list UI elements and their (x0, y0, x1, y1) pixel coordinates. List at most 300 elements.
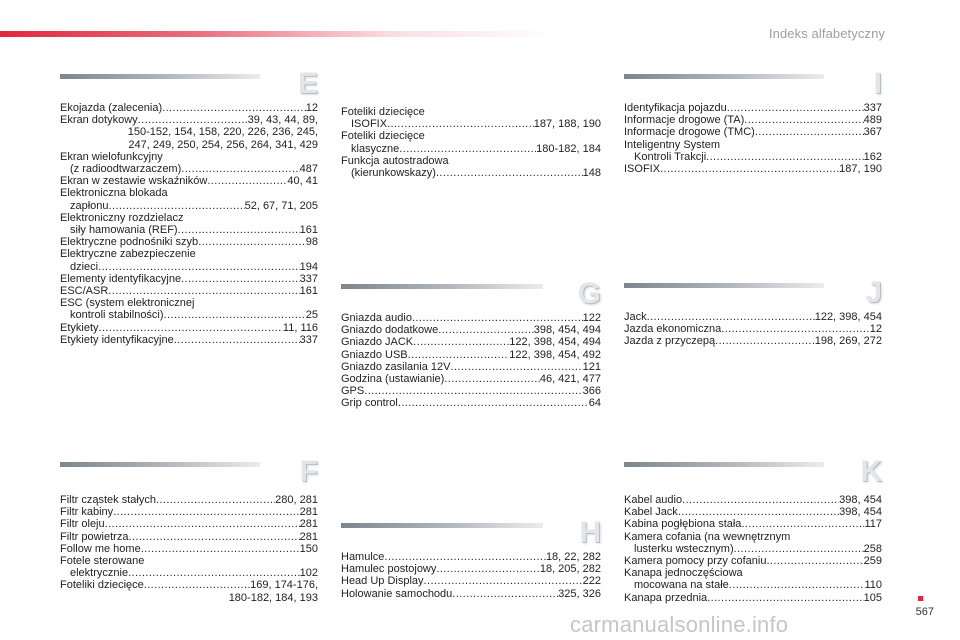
index-term: Informacje drogowe (TMC) (624, 126, 755, 139)
index-entry-line (624, 506, 882, 518)
index-term: Kanapa jednoczęściowa (624, 567, 743, 580)
index-entry-line (341, 385, 601, 397)
index-page-refs: 105 (863, 591, 882, 604)
index-entry-line (624, 531, 882, 543)
index-page-refs: 258 (863, 542, 882, 555)
dot-leader (438, 324, 533, 336)
dot-leader (138, 114, 248, 126)
dot-leader (364, 385, 582, 397)
index-entry-line (60, 506, 318, 518)
index-term: ISOFIX (351, 118, 388, 131)
section-bar (624, 74, 824, 79)
dot-leader (450, 361, 582, 373)
index-entry-line (60, 285, 318, 297)
index-term: Kabel audio (624, 494, 683, 506)
index-entry (341, 118, 601, 130)
index-page-refs-continued: 150-152, 154, 158, 220, 226, 236, 245, (127, 126, 318, 139)
section-header (624, 67, 882, 100)
index-entry-line (634, 151, 882, 163)
index-entry-line (341, 551, 601, 563)
index-entry (60, 224, 318, 236)
index-term: Gniazdo JACK (341, 336, 414, 349)
index-page-refs: 18, 22, 282 (545, 551, 601, 563)
section-header (624, 455, 882, 492)
section-letter: G (577, 277, 601, 310)
section-header (60, 455, 318, 492)
index-entry-line (351, 118, 601, 130)
index-entry-line (341, 312, 601, 324)
dot-leader (109, 200, 245, 212)
index-entry-line (351, 143, 601, 155)
dot-leader (399, 143, 536, 155)
index-term: Ekojazda (zalecenia) (60, 102, 163, 114)
index-entry-line (60, 151, 318, 163)
section-f-continued (341, 104, 601, 179)
dot-leader (99, 322, 283, 334)
index-entry (60, 297, 318, 309)
index-entry (341, 167, 601, 179)
index-entry (60, 187, 318, 199)
index-entry (60, 579, 318, 603)
dot-leader (682, 494, 839, 506)
index-entry (624, 494, 882, 506)
index-entry (341, 155, 601, 167)
section-letter: E (297, 67, 318, 100)
section-k (624, 455, 882, 604)
index-page-refs: 122, 398, 454 (814, 311, 882, 323)
dot-leader (141, 543, 300, 555)
index-page-refs: 281 (299, 506, 318, 519)
index-entry (624, 163, 882, 175)
index-term: Hamulec postojowy (341, 563, 437, 576)
index-entry-line (70, 309, 318, 321)
index-term: Jazda z przyczepą (624, 335, 716, 348)
index-entry (60, 248, 318, 260)
index-page-refs: 325, 326 (558, 587, 601, 600)
index-page-refs: 398, 454, 494 (533, 324, 601, 337)
section-h (341, 516, 601, 600)
index-term: (z radioodtwarzaczem) (70, 163, 182, 176)
section-letter: K (860, 455, 882, 488)
dot-leader (721, 323, 870, 335)
index-term: lusterku wstecznym) (634, 542, 734, 555)
index-page-refs: 487 (299, 163, 318, 176)
index-page-refs: 52, 67, 71, 205 (244, 199, 318, 212)
index-page-refs: 150 (299, 542, 318, 555)
section-header (60, 67, 318, 100)
index-term: Gniazdo dodatkowe (341, 324, 439, 337)
index-entry-line (60, 297, 318, 309)
index-entry-line (341, 373, 601, 385)
index-entry-line (624, 592, 882, 604)
index-term: Ekran dotykowy (60, 114, 138, 127)
index-entry-line (341, 106, 601, 118)
section-bar (341, 523, 543, 528)
dot-leader (128, 531, 299, 543)
dot-leader (174, 334, 300, 346)
index-page-refs: 110 (864, 579, 882, 592)
dot-leader (647, 311, 815, 323)
index-term: Hamulce (341, 551, 385, 563)
index-entry-line (60, 236, 318, 248)
index-page-refs: 162 (863, 150, 882, 163)
index-page-refs: 169, 174-176, (250, 579, 318, 592)
index-entry-line (624, 323, 882, 335)
index-page-refs: 367 (863, 126, 882, 139)
section-i (624, 67, 882, 176)
index-page-refs: 64 (588, 397, 601, 410)
dot-leader (105, 518, 300, 530)
index-term: kontroli stabilności) (70, 309, 164, 322)
index-term: Elektryczne podnośniki szyb (60, 236, 199, 249)
entry-list (624, 102, 882, 175)
index-entry-line (60, 273, 318, 285)
index-term: ESC (system elektronicznej (60, 297, 195, 310)
index-entry (341, 312, 601, 324)
index-page-refs: 122, 398, 454, 494 (509, 336, 601, 349)
index-page-refs: 122 (582, 312, 601, 324)
dot-leader (387, 118, 534, 130)
index-entry-line (60, 494, 318, 506)
index-entry-line (634, 579, 882, 591)
section-header (624, 276, 882, 309)
index-entry-line (351, 167, 601, 179)
index-entry (60, 531, 318, 543)
index-page-refs: 117 (864, 518, 882, 531)
index-entry (60, 200, 318, 212)
page-number: 567 (915, 606, 934, 618)
index-entry (624, 518, 882, 530)
dot-leader (98, 261, 300, 273)
index-entry-line (60, 175, 318, 187)
index-term: dzieci (70, 260, 99, 273)
index-term: Etykiety identyfikacyjne (60, 333, 174, 346)
index-page-refs: 98 (305, 236, 318, 249)
dot-leader (707, 592, 863, 604)
index-term: Inteligentny System (624, 138, 720, 151)
index-page-refs: 187, 188, 190 (533, 118, 601, 131)
index-term: Filtr cząstek stałych (60, 494, 156, 506)
index-entry (60, 567, 318, 579)
index-entry-line (60, 543, 318, 555)
index-term: mocowana na stałe (634, 579, 729, 592)
index-entry (624, 311, 882, 323)
index-term: Etykiety (60, 321, 99, 334)
index-entry-line (624, 335, 882, 347)
section-f (60, 455, 318, 604)
index-entry (341, 551, 601, 563)
index-page-refs: 121 (582, 360, 601, 373)
section-letter: F (299, 455, 318, 488)
index-entry (341, 575, 601, 587)
index-entry-line (60, 212, 318, 224)
index-entry-line (60, 114, 318, 126)
dot-leader (162, 102, 306, 114)
dot-leader (384, 551, 546, 563)
index-entry (624, 579, 882, 591)
index-entry-line (624, 494, 882, 506)
index-entry (624, 555, 882, 567)
index-entry-line (341, 130, 601, 142)
index-entry (60, 114, 318, 151)
index-page-refs: 281 (299, 530, 318, 543)
index-entry-line (60, 322, 318, 334)
watermark: carmanualsonline.info (570, 612, 789, 637)
dot-leader (734, 543, 864, 555)
index-term: GPS (341, 385, 365, 398)
index-term: Grip control (341, 397, 398, 410)
index-term: Gniazda audio (341, 312, 412, 324)
index-page-refs: 398, 454 (839, 494, 882, 506)
index-entry (624, 151, 882, 163)
index-entry (624, 543, 882, 555)
entry-list (624, 494, 882, 604)
dot-leader (727, 102, 864, 114)
index-term: Elektryczne zabezpieczenie (60, 248, 196, 261)
index-term: klasyczne (351, 142, 400, 155)
section-bar (60, 74, 260, 79)
index-entry (60, 212, 318, 224)
index-entry-line (624, 311, 882, 323)
index-term: Follow me home (60, 542, 141, 555)
index-term: Filtr kabiny (60, 506, 114, 519)
section-letter: I (873, 67, 882, 100)
index-term: Ekran w zestawie wskaźników (60, 175, 208, 188)
index-term: Kamera pomocy przy cofaniu (624, 555, 767, 568)
index-entry-line (341, 361, 601, 373)
index-page-refs: 148 (582, 167, 601, 180)
dot-leader (164, 309, 306, 321)
dot-leader (755, 126, 864, 138)
dot-leader (715, 335, 815, 347)
index-term: Head Up Display (341, 575, 424, 588)
entry-list (60, 494, 318, 604)
index-entry (624, 126, 882, 138)
index-entry (341, 588, 601, 600)
index-term: Kamera cofania (na wewnętrznym (624, 530, 791, 543)
index-entry (341, 130, 601, 142)
index-entry-line (60, 555, 318, 567)
index-page-refs: 18, 205, 282 (539, 563, 601, 576)
dot-leader (156, 494, 275, 506)
index-entry (624, 323, 882, 335)
index-entry-line (341, 588, 601, 600)
index-page-refs: 337 (299, 333, 318, 346)
index-entry-line (60, 531, 318, 543)
dot-leader (144, 579, 250, 591)
dot-leader (436, 167, 583, 179)
index-entry-line (624, 163, 882, 175)
index-page-refs: 194 (299, 260, 318, 273)
entry-list (341, 312, 601, 410)
index-entry-line (624, 102, 882, 114)
index-page-refs: 40, 41 (287, 175, 318, 188)
index-entry-line (624, 518, 882, 530)
top-accent-bar (0, 31, 560, 37)
running-title: Indeks alfabetyczny (768, 26, 885, 41)
index-page-refs: 25 (305, 309, 318, 322)
dot-leader (424, 575, 583, 587)
index-entry-line (70, 163, 318, 175)
index-page-refs: 39, 43, 44, 89, (247, 114, 318, 127)
index-term: Gniazdo USB (341, 348, 408, 361)
index-entry (60, 236, 318, 248)
index-entry (60, 494, 318, 506)
index-term: siły hamowania (REF) (70, 224, 178, 237)
dot-leader (741, 518, 864, 530)
index-term: Holowanie samochodu (341, 587, 453, 600)
dot-leader (398, 397, 589, 409)
index-entry (624, 506, 882, 518)
index-term: elektrycznie (70, 567, 129, 580)
index-page-refs: 180-182, 184 (536, 142, 601, 155)
index-page-refs: 281 (299, 518, 318, 531)
index-term: Ekran wielofunkcyjny (60, 150, 163, 163)
index-entry-line (60, 518, 318, 530)
index-term: Gniazdo zasilania 12V (341, 360, 451, 373)
index-page-refs: 102 (299, 567, 318, 580)
index-entry (624, 592, 882, 604)
index-entry (60, 518, 318, 530)
index-entry (341, 106, 601, 118)
index-term: ISOFIX (624, 163, 661, 176)
index-entry-line (624, 555, 882, 567)
section-header (341, 516, 601, 549)
index-entry (624, 567, 882, 579)
section-g (341, 277, 601, 410)
index-entry-line (341, 324, 601, 336)
index-entry-line (60, 248, 318, 260)
dot-leader (198, 236, 306, 248)
index-page-refs: 198, 269, 272 (814, 335, 882, 348)
index-term: Fotele sterowane (60, 555, 145, 568)
index-term: (kierunkowskazy) (351, 167, 436, 180)
dot-leader (766, 555, 863, 567)
entry-list (341, 106, 601, 179)
section-e (60, 67, 318, 346)
index-page-refs: 11, 116 (282, 321, 318, 334)
index-page-refs: 12 (869, 323, 882, 336)
section-bar (624, 462, 824, 467)
entry-list (60, 102, 318, 346)
index-term: Elektroniczny rozdzielacz (60, 211, 184, 224)
index-entry-line (70, 261, 318, 273)
index-entry-line (634, 543, 882, 555)
index-term: zapłonu (70, 199, 109, 212)
index-page-refs: 46, 421, 477 (539, 373, 601, 386)
dot-leader (706, 151, 864, 163)
index-term: Foteliki dziecięce (341, 130, 425, 143)
index-term: Kontroli Trakcji (634, 150, 707, 163)
dot-leader (678, 506, 839, 518)
section-bar (624, 283, 824, 288)
index-term: Kabel Jack (624, 506, 678, 519)
index-entry-line (341, 563, 601, 575)
dot-leader (413, 336, 509, 348)
index-entry (60, 151, 318, 163)
index-page-refs-continued: 180-182, 184, 193 (228, 591, 318, 604)
dot-leader (744, 114, 863, 126)
dot-leader (113, 506, 299, 518)
page-marker (918, 596, 923, 601)
dot-leader (436, 563, 539, 575)
index-term: Foteliki dziecięce (341, 106, 425, 118)
index-entry (341, 349, 601, 361)
index-term: Kanapa przednia (624, 591, 708, 604)
index-entry-line (70, 567, 318, 579)
section-bar (60, 462, 260, 467)
index-entry (60, 555, 318, 567)
section-header (341, 277, 601, 310)
index-entry (624, 114, 882, 126)
dot-leader (108, 285, 299, 297)
entry-list (624, 311, 882, 348)
index-entry (341, 373, 601, 385)
index-entry (341, 385, 601, 397)
index-page-refs: 337 (863, 102, 882, 114)
index-term: Filtr powietrza (60, 530, 129, 543)
index-entry-line (341, 397, 601, 409)
dot-leader (181, 273, 300, 285)
dot-leader (178, 224, 300, 236)
dot-leader (207, 175, 287, 187)
index-entry-line (341, 349, 601, 361)
index-page-refs: 187, 190 (839, 163, 882, 176)
index-entry (341, 361, 601, 373)
index-entry-line (624, 567, 882, 579)
index-entry (341, 563, 601, 575)
index-entry-line (624, 114, 882, 126)
index-entry (60, 285, 318, 297)
index-term: Elementy identyfikacyjne (60, 272, 182, 285)
index-entry (60, 543, 318, 555)
index-term: Informacje drogowe (TA) (624, 114, 745, 127)
index-page-refs: 398, 454 (839, 506, 882, 519)
index-entry (624, 335, 882, 347)
index-term: ESC/ASR (60, 285, 109, 298)
dot-leader (408, 349, 510, 361)
index-term: Jack (624, 311, 647, 323)
index-page-refs: 12 (305, 102, 318, 114)
index-entry (60, 163, 318, 175)
index-entry (624, 102, 882, 114)
index-entry (60, 273, 318, 285)
index-page-refs: 280, 281 (275, 494, 318, 506)
index-term: Identyfikacja pojazdu (624, 102, 727, 114)
index-term: Kabina pogłębiona stała (624, 518, 742, 531)
dot-leader (729, 579, 865, 591)
index-entry-line (341, 155, 601, 167)
index-page-refs: 161 (299, 224, 318, 237)
dot-leader (452, 588, 558, 600)
index-entry (60, 261, 318, 273)
index-page-refs: 366 (582, 385, 601, 398)
index-page-refs-continued: 247, 249, 250, 254, 256, 264, 341, 429 (128, 138, 318, 151)
index-page-refs: 161 (299, 285, 318, 298)
index-entry (60, 309, 318, 321)
index-entry (60, 175, 318, 187)
index-entry-line (624, 139, 882, 151)
index-entry-line (70, 224, 318, 236)
dot-leader (128, 567, 300, 579)
index-entry-line (624, 126, 882, 138)
entry-list (341, 551, 601, 600)
index-page-refs: 489 (863, 114, 882, 127)
index-entry-line (341, 575, 601, 587)
index-entry (60, 334, 318, 346)
index-entry-line (70, 200, 318, 212)
index-entry (624, 531, 882, 543)
